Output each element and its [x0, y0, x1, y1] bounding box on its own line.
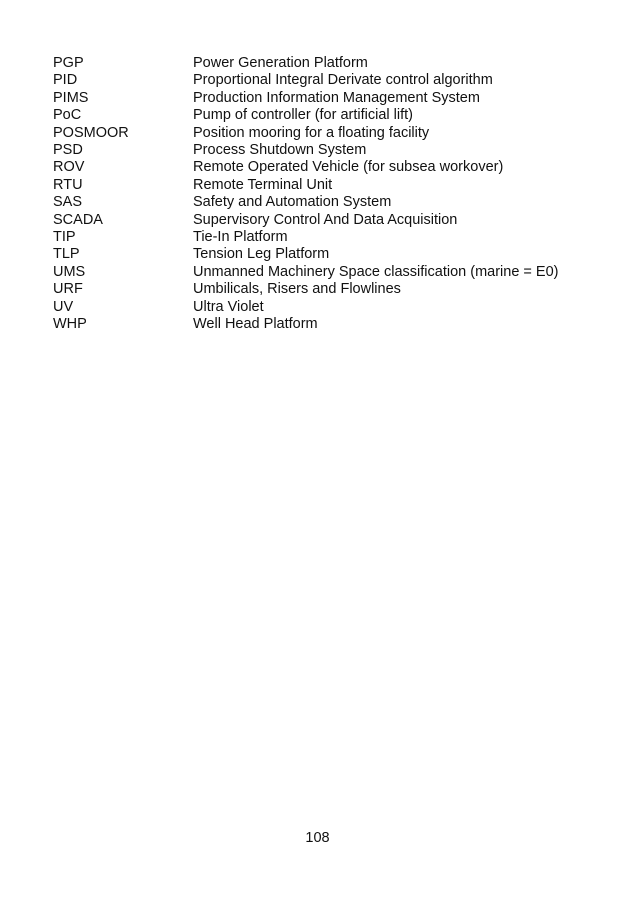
glossary-definition: Unmanned Machinery Space classification (marine = E0)	[193, 263, 559, 280]
glossary-definition: Supervisory Control And Data Acquisition	[193, 211, 458, 228]
glossary-term: POSMOOR	[53, 124, 129, 141]
glossary-row	[53, 177, 563, 194]
glossary-row	[53, 299, 563, 316]
abbreviation-glossary	[53, 55, 563, 334]
glossary-term: UMS	[53, 263, 86, 280]
glossary-term: URF	[53, 281, 83, 298]
glossary-definition: Well Head Platform	[193, 316, 318, 333]
glossary-definition: Pump of controller (for artificial lift)	[193, 107, 413, 124]
glossary-term: SCADA	[53, 211, 103, 228]
glossary-definition: Umbilicals, Risers and Flowlines	[193, 281, 401, 298]
glossary-definition: Tie-In Platform	[193, 229, 288, 246]
glossary-term: WHP	[53, 316, 87, 333]
glossary-row	[53, 125, 563, 142]
glossary-row	[53, 229, 563, 246]
glossary-term: PSD	[53, 142, 83, 159]
glossary-definition: Power Generation Platform	[193, 55, 368, 71]
glossary-definition: Production Information Management System	[193, 89, 480, 106]
glossary-term: UV	[53, 298, 74, 315]
glossary-row	[53, 107, 563, 124]
glossary-row	[53, 142, 563, 159]
glossary-row	[53, 90, 563, 107]
glossary-row	[53, 281, 563, 298]
glossary-definition: Safety and Automation System	[193, 194, 392, 211]
glossary-term: RTU	[53, 176, 83, 193]
glossary-row	[53, 72, 563, 89]
glossary-row	[53, 159, 563, 176]
glossary-definition: Remote Operated Vehicle (for subsea workover)	[193, 159, 504, 176]
glossary-term: TIP	[53, 229, 76, 246]
glossary-row	[53, 212, 563, 229]
glossary-term: PID	[53, 72, 78, 89]
glossary-definition: Process Shutdown System	[193, 142, 367, 159]
glossary-term: PGP	[53, 55, 84, 71]
glossary-definition: Ultra Violet	[193, 298, 264, 315]
page-number: 108	[305, 830, 330, 846]
glossary-definition: Proportional Integral Derivate control algorithm	[193, 72, 493, 89]
glossary-row	[53, 246, 563, 263]
glossary-term: TLP	[53, 246, 80, 263]
glossary-definition: Tension Leg Platform	[193, 246, 330, 263]
glossary-definition: Remote Terminal Unit	[193, 176, 333, 193]
glossary-row	[53, 264, 563, 281]
glossary-definition: Position mooring for a floating facility	[193, 124, 430, 141]
glossary-row	[53, 316, 563, 333]
glossary-row	[53, 194, 563, 211]
glossary-term: PIMS	[53, 89, 89, 106]
glossary-row	[53, 55, 563, 72]
glossary-term: SAS	[53, 194, 83, 211]
glossary-term: ROV	[53, 159, 85, 176]
glossary-term: PoC	[53, 107, 82, 124]
